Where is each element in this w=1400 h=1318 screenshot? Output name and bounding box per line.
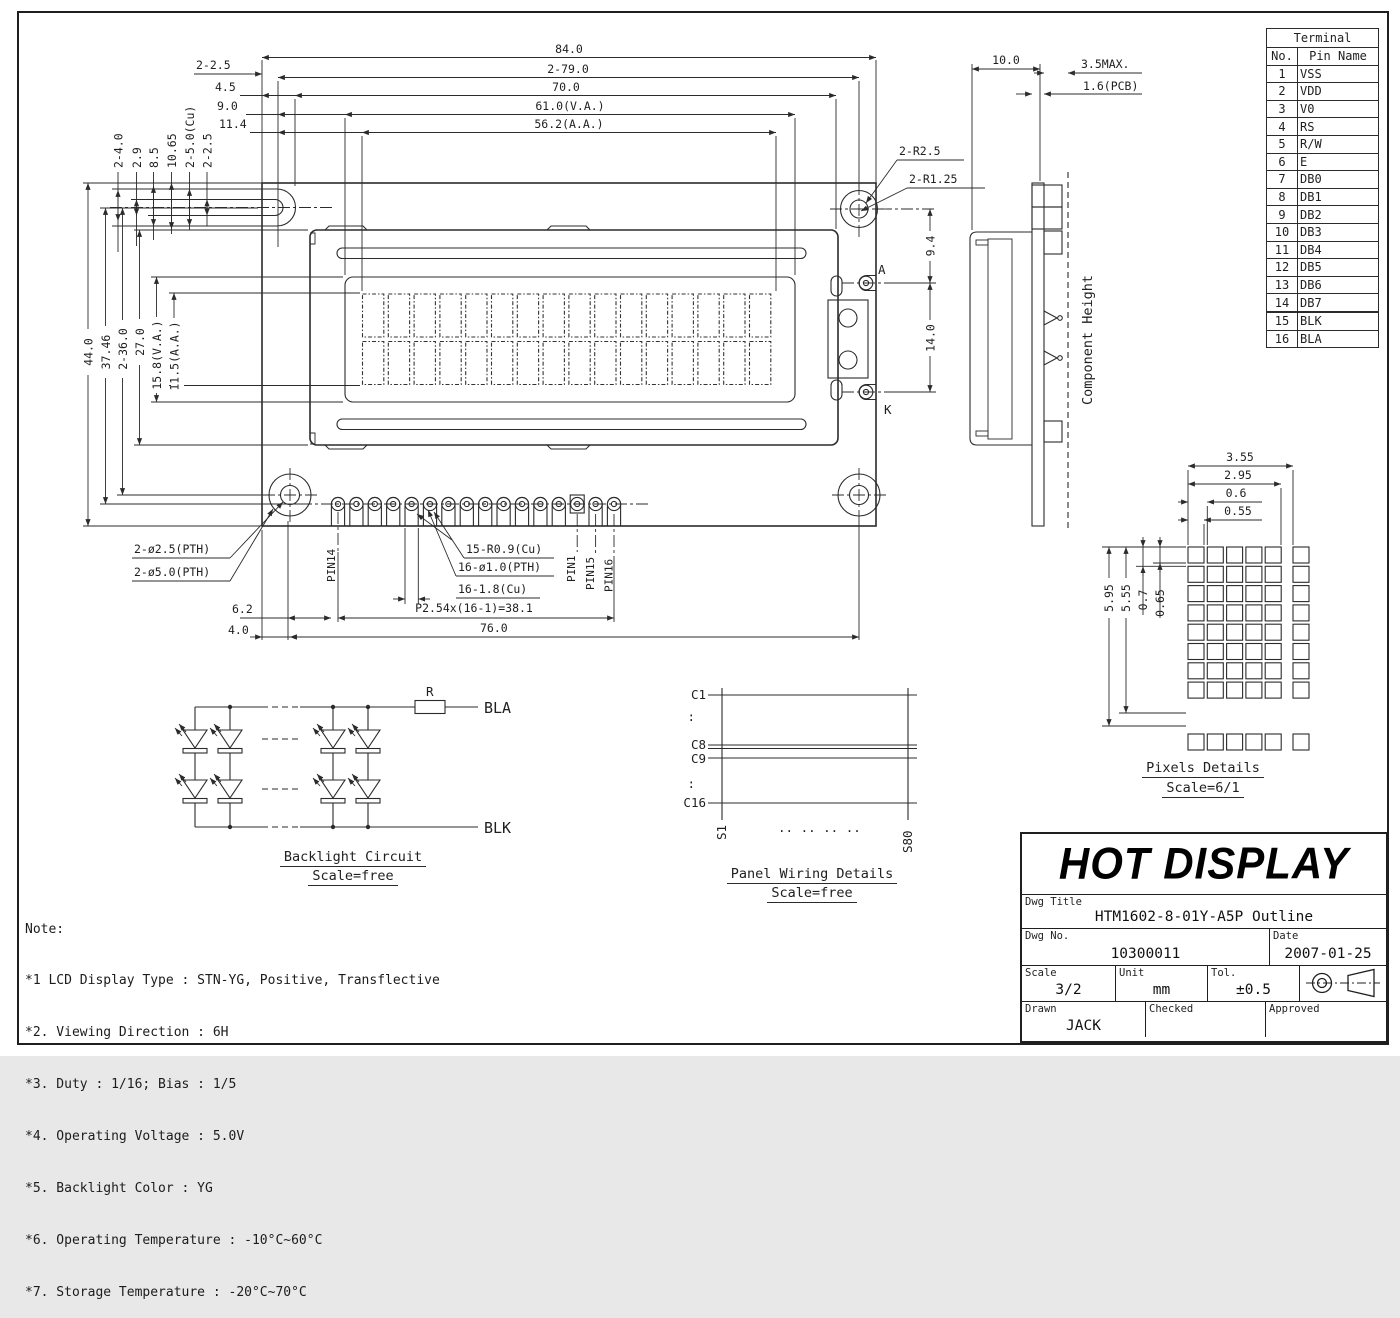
- terminal-row: [1267, 330, 1379, 348]
- dim-61-va: 61.0(V.A.): [535, 99, 605, 113]
- terminal-pin-name: VDD: [1298, 83, 1379, 101]
- dim-295: 2.95: [1224, 468, 1252, 482]
- led-emission-arrow: [348, 778, 355, 786]
- pixel-square: [1265, 682, 1281, 698]
- terminal-pin-no: 9: [1267, 206, 1298, 224]
- led-icon: [356, 730, 380, 748]
- character-cell: [621, 342, 642, 385]
- character-cell: [750, 342, 771, 385]
- s1-label: S1: [714, 824, 729, 840]
- dim-76: 76.0: [480, 621, 508, 635]
- character-cell: [698, 294, 719, 337]
- dim-pth10: 16-ø1.0(PTH): [458, 560, 542, 574]
- pixel-square: [1227, 682, 1243, 698]
- led-emission-arrow: [313, 728, 320, 736]
- pixel-square: [1265, 566, 1281, 582]
- colon2: :: [687, 776, 695, 791]
- notes-header: Note:: [25, 921, 65, 937]
- note-line-7: *7. Storage Temperature : -20°C~70°C: [25, 1284, 307, 1300]
- character-cell: [363, 342, 384, 385]
- notes-block: [25, 886, 440, 1318]
- led-emission-arrow: [179, 774, 186, 782]
- character-cell: [492, 294, 513, 337]
- pixel-square: [1293, 586, 1309, 602]
- approved-label: Approved: [1269, 1003, 1320, 1015]
- terminal-pin-no: 7: [1267, 171, 1298, 189]
- character-cell: [672, 294, 693, 337]
- blk-label: BLK: [484, 819, 512, 837]
- pixel-square: [1293, 644, 1309, 660]
- terminal-pin-no: 1: [1267, 65, 1298, 83]
- panel-title: Panel Wiring Details: [712, 866, 912, 884]
- dim-cu18: 16-1.8(Cu): [458, 582, 528, 596]
- terminal-pin-name: BLA: [1298, 330, 1379, 348]
- dim-2-50-cu: 2-5.0(Cu): [183, 105, 197, 168]
- dim-pth25: 2-ø2.5(PTH): [134, 542, 211, 556]
- dim-562-aa: 56.2(A.A.): [534, 117, 604, 131]
- terminal-row: [1267, 65, 1379, 83]
- pixel-square: [1227, 663, 1243, 679]
- dim-115-aa: 11.5(A.A.): [167, 321, 182, 391]
- terminal-pin-no: 4: [1267, 118, 1298, 136]
- terminal-table: [1266, 28, 1379, 348]
- terminal-row: [1267, 100, 1379, 118]
- dim-158-va: 15.8(V.A.): [150, 320, 164, 390]
- terminal-pin-no: 6: [1267, 153, 1298, 171]
- colon1: :: [687, 709, 695, 724]
- led-icon: [321, 730, 345, 748]
- dim-70: 70.0: [552, 80, 580, 94]
- led-cathode-bar: [321, 799, 345, 804]
- terminal-row: [1267, 276, 1379, 294]
- pixels-scale: Scale=6/1: [1128, 780, 1278, 798]
- terminal-row: [1267, 118, 1379, 136]
- led-icon: [321, 780, 345, 798]
- dim-555: 5.55: [1119, 584, 1133, 612]
- dim-r09: 15-R0.9(Cu): [466, 542, 543, 556]
- pixel-square: [1227, 566, 1243, 582]
- led-emission-arrow: [214, 724, 221, 732]
- terminal-pin-name: BLK: [1298, 312, 1379, 330]
- pixel-square: [1293, 547, 1309, 563]
- pixel-square: [1246, 663, 1262, 679]
- dim-84: 84.0: [555, 42, 583, 56]
- pin14-label: PIN14: [325, 548, 338, 582]
- led-icon: [183, 730, 207, 748]
- pixel-square: [1246, 605, 1262, 621]
- terminal-pin-name: R/W: [1298, 135, 1379, 153]
- terminal-pin-name: DB1: [1298, 188, 1379, 206]
- led-emission-arrow: [210, 778, 217, 786]
- terminal-row: [1267, 294, 1379, 312]
- character-cell: [672, 342, 693, 385]
- terminal-pin-no: 11: [1267, 241, 1298, 259]
- pixel-square: [1207, 663, 1223, 679]
- pixel-square: [1246, 644, 1262, 660]
- terminal-pin-no: 3: [1267, 100, 1298, 118]
- pixel-square: [1246, 566, 1262, 582]
- terminal-pin-no: 8: [1267, 188, 1298, 206]
- c16-label: C16: [683, 795, 706, 810]
- pixel-square: [1188, 644, 1204, 660]
- terminal-col-no: No.: [1267, 48, 1298, 66]
- led-array: [175, 707, 380, 827]
- character-cell: [569, 342, 590, 385]
- backlight-scale: Scale=free: [268, 868, 438, 886]
- terminal-pin-name: DB2: [1298, 206, 1379, 224]
- led-emission-arrow: [348, 728, 355, 736]
- pixel-square: [1227, 644, 1243, 660]
- led-icon: [218, 780, 242, 798]
- terminal-pin-name: RS: [1298, 118, 1379, 136]
- terminal-pin-no: 13: [1267, 276, 1298, 294]
- terminal-pin-no: 14: [1267, 294, 1298, 312]
- character-cell: [595, 342, 616, 385]
- c8-label: C8: [690, 737, 706, 752]
- pixel-square: [1265, 605, 1281, 621]
- character-cell: [414, 342, 435, 385]
- pixel-square: [1227, 734, 1243, 750]
- character-cell: [517, 342, 538, 385]
- dwg-title-label: Dwg Title: [1025, 896, 1082, 908]
- cathode-label: K: [884, 402, 892, 417]
- dim-pitch: P2.54x(16-1)=38.1: [415, 601, 533, 615]
- character-cell: [466, 342, 487, 385]
- panel-scale: Scale=free: [712, 885, 912, 903]
- pixel-square: [1227, 586, 1243, 602]
- pixel-grid: [1188, 547, 1309, 750]
- pixel-square: [1265, 624, 1281, 640]
- pixel-square: [1265, 734, 1281, 750]
- pixel-square: [1188, 547, 1204, 563]
- dim-62: 6.2: [232, 602, 253, 616]
- scale-label: Scale: [1025, 967, 1057, 979]
- character-cell: [646, 294, 667, 337]
- component-height-label: Component Height: [1080, 274, 1096, 406]
- title-block: [1020, 832, 1388, 1043]
- pixel-square: [1188, 605, 1204, 621]
- dim-2-40: 2-4.0: [111, 133, 126, 168]
- pixel-square: [1246, 734, 1262, 750]
- dim-055: 0.55: [1224, 504, 1252, 518]
- pixels-detail: [1102, 450, 1309, 750]
- dwg-title-value: HTM1602-8-01Y-A5P Outline: [1094, 909, 1314, 925]
- front-view: [110, 183, 898, 556]
- pixel-square: [1246, 586, 1262, 602]
- dim-140: 14.0: [923, 324, 938, 352]
- drawn-value: JACK: [1066, 1018, 1101, 1034]
- terminal-row: [1267, 153, 1379, 171]
- pixel-square: [1207, 566, 1223, 582]
- terminal-pin-name: VSS: [1298, 65, 1379, 83]
- terminal-pin-name: DB3: [1298, 223, 1379, 241]
- dim-100: 10.0: [992, 53, 1020, 67]
- pixel-square: [1293, 734, 1309, 750]
- pixel-square: [1207, 547, 1223, 563]
- terminal-row: [1267, 206, 1379, 224]
- character-cell: [724, 294, 745, 337]
- pixel-square: [1293, 682, 1309, 698]
- led-cathode-bar: [356, 749, 380, 754]
- led-emission-arrow: [175, 728, 182, 736]
- pixel-square: [1227, 624, 1243, 640]
- panel-dots: .. .. .. ..: [778, 820, 861, 835]
- character-cell: [646, 342, 667, 385]
- terminal-row: [1267, 312, 1379, 330]
- pixel-square: [1246, 682, 1262, 698]
- terminal-row: [1267, 241, 1379, 259]
- terminal-pin-no: 2: [1267, 83, 1298, 101]
- terminal-pin-name: DB4: [1298, 241, 1379, 259]
- terminal-pin-name: DB0: [1298, 171, 1379, 189]
- terminal-row: [1267, 171, 1379, 189]
- character-cell: [569, 294, 590, 337]
- dim-595: 5.95: [1102, 584, 1116, 612]
- pixel-square: [1246, 624, 1262, 640]
- terminal-title: Terminal: [1267, 29, 1379, 48]
- dim-1065: 10.65: [165, 133, 179, 168]
- led-emission-arrow: [317, 724, 324, 732]
- dwg-no-label: Dwg No.: [1025, 930, 1070, 942]
- pixel-square: [1188, 586, 1204, 602]
- company-logo: HOT DISPLAY: [1058, 838, 1350, 889]
- note-line-1: *1 LCD Display Type : STN-YG, Positive, Transflective: [25, 973, 440, 989]
- pixel-square: [1246, 547, 1262, 563]
- pixel-square: [1293, 624, 1309, 640]
- pixel-square: [1188, 663, 1204, 679]
- character-cell: [543, 342, 564, 385]
- pixel-square: [1207, 644, 1223, 660]
- terminal-pin-no: 16: [1267, 330, 1298, 348]
- led-emission-arrow: [317, 774, 324, 782]
- dim-355: 3.55: [1226, 450, 1254, 464]
- resistor-label: R: [426, 684, 434, 699]
- character-cell: [466, 294, 487, 337]
- pixel-square: [1188, 682, 1204, 698]
- tol-label: Tol.: [1211, 967, 1237, 979]
- terminal-row: [1267, 259, 1379, 277]
- led-cathode-bar: [183, 799, 207, 804]
- dim-3746: 37.46: [99, 334, 113, 370]
- terminal-pin-name: E: [1298, 153, 1379, 171]
- pixel-square: [1188, 734, 1204, 750]
- terminal-pin-name: DB6: [1298, 276, 1379, 294]
- character-cell: [595, 294, 616, 337]
- dim-114: 11.4: [219, 117, 247, 131]
- pixel-square: [1188, 624, 1204, 640]
- led-emission-arrow: [352, 724, 359, 732]
- dwg-no-value: 10300011: [1110, 946, 1181, 962]
- pixel-square: [1227, 605, 1243, 621]
- character-cell: [388, 294, 409, 337]
- pixel-square: [1207, 605, 1223, 621]
- terminal-pin-no: 10: [1267, 223, 1298, 241]
- pixel-square: [1207, 682, 1223, 698]
- pixel-square: [1293, 663, 1309, 679]
- date-label: Date: [1273, 930, 1299, 942]
- terminal-col-pin: Pin Name: [1298, 48, 1379, 66]
- tol-value: ±0.5: [1236, 982, 1271, 998]
- bla-label: BLA: [484, 699, 512, 717]
- note-line-2: *2. Viewing Direction : 6H: [25, 1025, 229, 1041]
- pin1-label: PIN1: [565, 555, 578, 582]
- pixel-square: [1265, 586, 1281, 602]
- pixel-square: [1265, 547, 1281, 563]
- character-cell: [440, 294, 461, 337]
- projection-symbol: [1300, 966, 1385, 999]
- terminal-pin-no: 5: [1267, 135, 1298, 153]
- terminal-row: [1267, 188, 1379, 206]
- terminal-row: [1267, 223, 1379, 241]
- pixel-square: [1207, 624, 1223, 640]
- dim-29: 2.9: [130, 147, 144, 168]
- led-cathode-bar: [183, 749, 207, 754]
- checked-label: Checked: [1149, 1003, 1194, 1015]
- terminal-pin-name: DB7: [1298, 294, 1379, 312]
- note-line-4: *4. Operating Voltage : 5.0V: [25, 1129, 245, 1145]
- terminal-pin-no: 15: [1267, 312, 1298, 330]
- pixel-square: [1207, 734, 1223, 750]
- led-icon: [356, 780, 380, 798]
- dim-16pcb: 1.6(PCB): [1083, 79, 1139, 93]
- led-cathode-bar: [321, 749, 345, 754]
- led-emission-arrow: [352, 774, 359, 782]
- note-line-3: *3. Duty : 1/16; Bias : 1/5: [25, 1077, 237, 1093]
- pixel-square: [1265, 663, 1281, 679]
- character-cell: [724, 342, 745, 385]
- dim-2-r125: 2-R1.25: [909, 172, 958, 186]
- unit-label: Unit: [1119, 967, 1145, 979]
- dim-2-25-slot: 2-2.5: [200, 133, 215, 168]
- note-line-6: *6. Operating Temperature : -10°C~60°C: [25, 1232, 323, 1248]
- dim-065: 0.65: [1153, 589, 1167, 617]
- c1-label: C1: [690, 687, 706, 702]
- lcd-character-matrix: [363, 294, 771, 385]
- c9-label: C9: [690, 751, 706, 766]
- dim-07: 0.7: [1136, 589, 1150, 611]
- dim-40: 4.0: [228, 623, 249, 637]
- terminal-pin-name: V0: [1298, 100, 1379, 118]
- character-cell: [698, 342, 719, 385]
- led-icon: [183, 780, 207, 798]
- dim-45: 4.5: [215, 80, 236, 94]
- anode-label: A: [878, 262, 886, 277]
- led-icon: [218, 730, 242, 748]
- terminal-row: [1267, 83, 1379, 101]
- dim-79: 2-79.0: [547, 62, 589, 76]
- character-cell: [440, 342, 461, 385]
- dim-35max: 3.5MAX.: [1081, 57, 1130, 71]
- character-cell: [492, 342, 513, 385]
- scale-value: 3/2: [1055, 982, 1082, 998]
- pixel-square: [1265, 644, 1281, 660]
- led-emission-arrow: [210, 728, 217, 736]
- character-cell: [363, 294, 384, 337]
- character-cell: [750, 294, 771, 337]
- dim-44: 44.0: [81, 338, 96, 366]
- led-emission-arrow: [214, 774, 221, 782]
- note-line-5: *5. Backlight Color : YG: [25, 1181, 213, 1197]
- side-view: [970, 53, 1142, 532]
- pixel-square: [1227, 547, 1243, 563]
- dim-94: 9.4: [923, 235, 938, 257]
- date-value: 2007-01-25: [1284, 946, 1372, 962]
- panel-wiring: [683, 687, 917, 853]
- terminal-row: [1267, 135, 1379, 153]
- terminal-pin-name: DB5: [1298, 259, 1379, 277]
- backlight-title: Backlight Circuit: [268, 849, 438, 867]
- led-cathode-bar: [218, 749, 242, 754]
- dim-85: 8.5: [147, 147, 161, 168]
- dim-pth50: 2-ø5.0(PTH): [134, 565, 211, 579]
- pixel-square: [1207, 586, 1223, 602]
- led-emission-arrow: [179, 724, 186, 732]
- pixel-square: [1293, 605, 1309, 621]
- led-emission-arrow: [175, 778, 182, 786]
- character-cell: [517, 294, 538, 337]
- pin16-label: PIN16: [602, 558, 616, 592]
- character-cell: [543, 294, 564, 337]
- pin15-label: PIN15: [584, 556, 597, 590]
- dim-90: 9.0: [217, 99, 238, 113]
- s80-label: S80: [900, 830, 915, 853]
- pixel-square: [1188, 566, 1204, 582]
- led-cathode-bar: [218, 799, 242, 804]
- terminal-pin-no: 12: [1267, 259, 1298, 277]
- character-cell: [414, 294, 435, 337]
- led-emission-arrow: [313, 778, 320, 786]
- character-cell: [388, 342, 409, 385]
- dim-2-25: 2-2.5: [196, 58, 231, 72]
- drawn-label: Drawn: [1025, 1003, 1057, 1015]
- pixels-title: Pixels Details: [1128, 760, 1278, 778]
- led-cathode-bar: [356, 799, 380, 804]
- dim-2-r25: 2-R2.5: [899, 144, 941, 158]
- logo-row: [1022, 834, 1386, 894]
- unit-value: mm: [1152, 982, 1171, 998]
- dim-06: 0.6: [1225, 486, 1247, 500]
- backlight-circuit: [175, 684, 511, 837]
- dim-27: 27.0: [133, 328, 147, 356]
- pixel-square: [1293, 566, 1309, 582]
- character-cell: [621, 294, 642, 337]
- dim-2-36: 2-36.0: [116, 328, 130, 370]
